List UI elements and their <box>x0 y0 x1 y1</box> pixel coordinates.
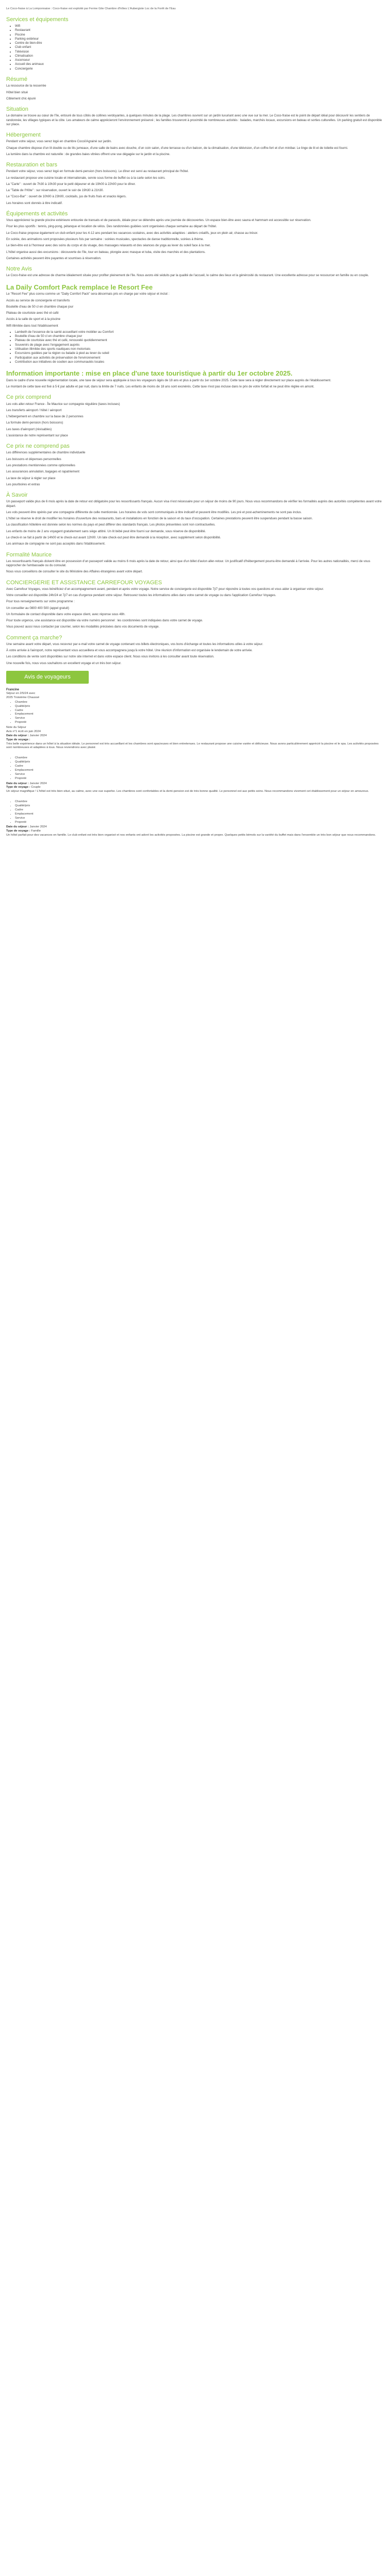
noncompris-title: Ce prix ne comprend pas <box>6 443 70 450</box>
loyalty-paragraph: Wifi illimitée dans tout l'établissement <box>6 324 58 328</box>
review-meta-line: Séjour en 2/5/24 avec <box>6 692 36 696</box>
review-type-label: Type de voyage : <box>6 738 30 741</box>
concierge-paragraph: Un conseiller au 0800 400 500 (appel gratuit) <box>6 606 69 610</box>
hebergement-paragraph: La lumière dans la chambre est naturelle : de grandes baies vitrées offrent une vue dégagée sur le jardin et la piscine. <box>6 152 170 156</box>
asavoir-title: À Savoir <box>6 492 28 499</box>
situation-text: Le domaine se trouve au cœur de l'île, entouré de tous côtés de collines verdoyantes, à quelques minutes de la plage. Les chambres ouvrent sur un jardin luxuriant avec une vue sur la mer. Le Coco-fraise est le point de départ idéal pour découvrir les sentiers de randonnée, les villages typiques et la côte. Les amateurs de calme apprécieront l'environnement préservé ; les familles trouveront à proximité de nombreuses activités : balades, marchés locaux, excursions en bateau et sorties culturelles. Un parking gratuit est disponible sur place. <box>6 114 382 126</box>
review-date-value: Janvier 2024 <box>29 782 47 785</box>
service-item: • Wifi <box>15 24 385 28</box>
rating-label: • Emplacement <box>15 713 385 717</box>
intro-text: Le Coco-fraise à La Lomponnaise : Coco-fraise est exploité par Ferme Gite Chambre d'hôtes L'Aubergiste Loc de la Forêt de l'Eau <box>6 7 176 10</box>
review-date <box>6 825 385 829</box>
rating-label: • Chambre <box>15 701 385 705</box>
review-date-label: Date du séjour : <box>6 734 29 737</box>
loyalty-item: • Utilisation illimitée des sports nautiques non motorisés <box>15 347 385 351</box>
loyalty-item: • Participation aux activités de préservation de l'environnement <box>15 356 385 360</box>
equipements-paragraph: Le Coco-fraise propose également un club enfant pour les 4-12 ans pendant les vacances scolaires, avec des activités adaptées : ateliers créatifs, jeux en plein air, chasse au trésor. <box>6 231 258 235</box>
equipements-paragraph: Pour les plus sportifs : tennis, ping-pong, pétanque et location de vélos. Des randonnées guidées sont organisées chaque semaine au départ de l'hôtel. <box>6 225 217 229</box>
service-item: • Centre de bien-être <box>15 41 385 45</box>
compris-line: L'assistance de notre représentant sur place <box>6 433 68 437</box>
service-item: • Ascenseur <box>15 58 385 62</box>
compris-line: Les transferts aéroport / hôtel / aéroport <box>6 408 62 412</box>
comment-paragraph: Une semaine avant votre départ, vous recevrez par e-mail votre carnet de voyage contenant vos billets électroniques, vos bons d'échange et toutes les informations utiles à votre séjour. <box>6 642 264 646</box>
loyalty-item: • Bouteille d'eau de 50 cl en chambre chaque jour <box>15 334 385 338</box>
equipements-paragraph: Certaines activités peuvent être payantes et soumises à réservation. <box>6 256 102 260</box>
rating-label: • Service <box>15 817 385 821</box>
rating-label: • Propreté <box>15 777 385 781</box>
resume-line: Ciblement chic épuré <box>6 96 36 100</box>
service-item: • Climatisation <box>15 54 385 58</box>
rating-label: • Qualité/prix <box>15 705 385 709</box>
resume-line: La ressource de la resserrée <box>6 84 46 88</box>
hebergement-paragraph: Chaque chambre dispose d'un lit double ou de lits jumeaux, d'une salle de bains avec douche, d'un coin salon, d'une terrasse ou d'un balcon, de la climatisation, d'une télévision, d'un coffre-fort et d'un minibar. Le linge de lit et de toilette est fourni. <box>6 146 348 150</box>
review-body: Un séjour magnifique ! L'hôtel est très bien situé, au calme, avec une vue superbe. Les chambres sont confortables et la demi-pension est de très bonne qualité. Le personnel est aux petits soins. Nous recommandons vivement cet établissement pour un séjour en amoureux. <box>6 790 369 793</box>
noncompris-line: Les prestations mentionnées comme optionnelles <box>6 463 75 467</box>
review-type <box>6 786 385 790</box>
restauration-paragraph: La "Table de l'Hôte" : sur réservation, ouvert le soir de 19h30 à 21h30. <box>6 189 104 193</box>
review-card <box>6 756 385 794</box>
comment-block <box>6 642 385 666</box>
concierge-paragraph: Avec Carrefour Voyages, vous bénéficiez d'un accompagnement avant, pendant et après votre voyage. Notre service de conciergerie est disponible 7j/7 pour répondre à toutes vos questions et vous aider à organiser votre séjour. <box>6 587 324 591</box>
service-item: • Conciergerie <box>15 67 385 71</box>
review-ratings <box>6 756 385 781</box>
noncompris-line: La taxe de séjour à régler sur place <box>6 476 56 480</box>
compris-line: Les taxes d'aéroport (révisables) <box>6 427 52 431</box>
restauration-paragraph: La "Carte" : ouvert de 7h30 à 10h30 pour le petit déjeuner et de 19h00 à 22h00 pour le dîner. <box>6 182 136 186</box>
asavoir-paragraph: Le check-in se fait à partir de 14h00 et le check-out avant 12h00. Un late check-out peut être demandé à la réception, avec supplément selon disponibilité. <box>6 535 221 539</box>
rating-label: • Service <box>15 717 385 721</box>
equipements-block <box>6 218 385 261</box>
loyalty-item: • Contribution aux initiatives de soutien aux communautés locales <box>15 360 385 364</box>
situation-title: Situation <box>6 106 28 113</box>
restauration-paragraph: Le restaurant propose une cuisine locale et internationale, servie sous forme de buffet ou à la carte selon les soirs. <box>6 176 166 180</box>
asavoir-paragraph: Les enfants de moins de 2 ans voyagent gratuitement sans siège attitré. Un lit bébé peut être fourni sur demande, sous réserve de disponibilité. <box>6 529 206 533</box>
loyalty-title: La Daily Comfort Pack remplace le Resort Fee <box>6 283 153 291</box>
restauration-paragraph: Le "Coco-Bar" : ouvert de 10h00 à 23h00, cocktails, jus de fruits frais et snacks légers. <box>6 195 127 199</box>
restauration-paragraph: Les horaires sont donnés à titre indicatif. <box>6 201 63 205</box>
restauration-title: Restauration et bars <box>6 162 58 168</box>
loyalty-paragraph: Accès au service de conciergerie et transferts <box>6 298 70 302</box>
rating-label: • Chambre <box>15 800 385 804</box>
review-date <box>6 782 385 786</box>
comment-title: Comment ça marche? <box>6 634 62 641</box>
noncompris-line: Les boissons et dépenses personnelles <box>6 457 61 461</box>
concierge-paragraph: Pour toute urgence, une assistance est disponible via votre numéro personnel : les coordonnées sont indiquées dans votre carnet de voyage. <box>6 619 203 623</box>
resume-block <box>6 84 385 101</box>
review-comment-label: Note du Séjour <box>6 726 26 730</box>
asavoir-paragraph: Les vols peuvent être opérés par une compagnie différente de celle mentionnée. Les horaires de vols sont communiqués à titre indicatif et peuvent être modifiés. Les pré et post-acheminements ne sont pas inclus. <box>6 510 302 514</box>
comment-paragraph: Une nouvelle fois, nous vous souhaitons un excellent voyage et un très bon séjour. <box>6 661 122 665</box>
review-type-value: Couple <box>31 786 41 789</box>
reviews-list <box>6 688 385 838</box>
review-author: Francine <box>6 688 20 691</box>
review-type-label: Type de voyage : <box>6 829 30 833</box>
rating-label: • Chambre <box>15 756 385 760</box>
loyalty-paragraph: Accès à la salle de sport et à la piscine <box>6 317 61 321</box>
info-paragraph: Le montant de cette taxe est fixé à 5 € par adulte et par nuit, dans la limite de 7 nuits. Les enfants de moins de 18 ans sont exonérés. Cette taxe n'est pas incluse dans le prix de votre forfait et ne peut être réglée en amont. <box>6 385 315 389</box>
rating-label: • Qualité/prix <box>15 804 385 808</box>
concierge-paragraph: Votre conseiller est disponible 24h/24 et 7j/7 en cas d'urgence pendant votre séjour. Retrouvez toutes les informations utiles dans votre carnet de voyage ou dans l'application Carrefour Voyages. <box>6 594 276 597</box>
review-type <box>6 829 385 834</box>
loyalty-block <box>6 292 385 328</box>
noncompris-line: Les différences supplémentaires de chambre individuelle <box>6 451 86 455</box>
equipements-paragraph: Le bien-être est à l'honneur avec des soins du corps et du visage, des massages relaxants et des séances de yoga au lever du soleil face à la mer. <box>6 244 211 248</box>
review-date-label: Date du séjour : <box>6 782 29 785</box>
compris-block <box>6 402 385 438</box>
service-item: • Parking extérieur <box>15 37 385 41</box>
rating-label: • Emplacement <box>15 812 385 817</box>
review-type-value: Famille <box>31 829 41 833</box>
rating-label: • Cadre <box>15 709 385 713</box>
restauration-block <box>6 170 385 206</box>
review-meta-line: 2025 Troisième Chaussé <box>6 696 40 699</box>
asavoir-paragraph: L'hôtel se réserve le droit de modifier les horaires d'ouverture des restaurants, bars et installations en fonction de la saison et du taux d'occupation. Certaines prestations peuvent être suspendues pendant la basse saison. <box>6 517 313 521</box>
review-body: Un hôtel parfait pour des vacances en famille. Le club enfant est très bien organisé et nos enfants ont adoré les activités proposées. La piscine est grande et propre. Quelques petits bémols sur la variété du buffet mais dans l'ensemble un très bon séjour que nous recommandons. <box>6 834 376 837</box>
review-date-value: Janvier 2024 <box>29 734 47 737</box>
formalite-block <box>6 560 385 574</box>
review-type-label: Type de voyage : <box>6 786 30 789</box>
rating-label: • Propreté <box>15 721 385 725</box>
concierge-paragraph: Vous pouvez aussi nous contacter par courrier, selon les modalités précisées dans vos documents de voyage. <box>6 625 160 629</box>
equipements-paragraph: Vous apprécierez la grande piscine extérieure entourée de transats et de parasols, idéale pour se détendre après une journée de découvertes. Un espace bien-être avec sauna et hammam est accessible sur réservation. <box>6 218 312 223</box>
formalite-paragraph: Nous vous conseillons de consulter le site du Ministère des Affaires étrangères avant votre départ. <box>6 570 143 574</box>
loyalty-paragraph: Plateau de courtoisie avec thé et café <box>6 311 59 315</box>
loyalty-list <box>6 330 385 364</box>
asavoir-block <box>6 500 385 546</box>
service-item: • Télévision <box>15 50 385 54</box>
compris-line: Les vols aller-retour France - Île Maurice sur compagnie régulière (taxes incluses) <box>6 402 120 406</box>
services-list <box>6 24 385 71</box>
equipements-paragraph: En soirée, des animations sont proposées plusieurs fois par semaine : soirées musicales, spectacles de danse traditionnelle, soirées à thème. <box>6 238 204 242</box>
notre-avis-title: Notre Avis <box>6 266 32 273</box>
resume-title: Résumé <box>6 76 27 83</box>
service-item: • Accueil des animaux <box>15 62 385 66</box>
service-item: • Club enfant <box>15 45 385 49</box>
loyalty-item: • Lambeth de l'essence de la santé accueillant votre mobilier au Comfort <box>15 330 385 334</box>
reviews-header: Avis de voyageurs <box>6 671 89 684</box>
review-ratings <box>6 800 385 824</box>
hebergement-paragraph: Pendant votre séjour, vous serez logé en chambre Cocoï/Agrainé sur jardin. <box>6 140 112 144</box>
comment-paragraph: À votre arrivée à l'aéroport, notre représentant vous accueillera et vous accompagnera jusqu'à votre hôtel. Une réunion d'information est organisée le lendemain de votre arrivée. <box>6 649 253 653</box>
service-item: • Piscine <box>15 33 385 37</box>
resume-line: Hôtel bien situé <box>6 90 28 94</box>
comment-paragraph: Les conditions de vente sont disponibles sur notre site internet et dans votre espace client. Nous vous invitons à les consulter avant toute réservation. <box>6 655 215 659</box>
rating-label: • Qualité/prix <box>15 760 385 765</box>
notre-avis-paragraph: Le Coco-fraise est une adresse de charme idéalement située pour profiter pleinement de l'île. Nous avons été séduits par la qualité de l'accueil, le calme des lieux et la générosité du restaurant. Une excellente adresse pour se ressourcer en famille ou en couple. <box>6 274 369 278</box>
review-body: Très belle expérience dans un hôtel à la situation idéale. Le personnel est très accueillant et les chambres sont spacieuses et bien entretenues. Le restaurant propose une cuisine variée et délicieuse. Nous avons particulièrement apprécié la piscine et le spa. Les activités proposées sont nombreuses et adaptées à tous. Nous reviendrons avec plaisir. <box>6 742 379 750</box>
review-ratings <box>6 701 385 725</box>
rating-label: • Cadre <box>15 808 385 812</box>
formalite-paragraph: Les ressortissants français doivent être en possession d'un passeport valide au moins 6 mois après la date de retour, ainsi que d'un billet d'avion aller-retour. Un justificatif d'hébergement pourra être demandé à l'arrivée. Pour les autres nationalités, merci de vous rapprocher de l'ambassade ou du consulat. <box>6 559 370 567</box>
compris-line: L'hébergement en chambre sur la base de 2 personnes <box>6 415 84 419</box>
loyalty-item: • Excursions guidées par la région ou balade à pied au lever du soleil <box>15 351 385 355</box>
rating-label: • Service <box>15 773 385 777</box>
info-block <box>6 379 385 389</box>
formalite-title: Formalité Maurice <box>6 551 52 558</box>
review-card <box>6 688 385 750</box>
equipements-paragraph: L'hôtel organise aussi des excursions : découverte de l'île, tour en bateau, plongée avec masque et tuba, visite des marchés et des plantations. <box>6 250 206 254</box>
rating-label: • Emplacement <box>15 769 385 773</box>
notre-avis-block <box>6 274 385 278</box>
page <box>0 0 391 849</box>
review-type <box>6 738 385 742</box>
review-card <box>6 800 385 838</box>
loyalty-item: • Plateau de courtoisie avec thé et café, renouvelé quotidiennement <box>15 338 385 343</box>
rating-label: • Cadre <box>15 765 385 769</box>
restauration-paragraph: Pendant votre séjour, vous serez logé en formule demi-pension (hors boissons). Le dîner est servi au restaurant principal de l'hôtel. <box>6 170 189 174</box>
concierge-block <box>6 587 385 630</box>
hebergement-title: Hébergement <box>6 132 41 139</box>
equipements-title: Équipements et activités <box>6 211 68 217</box>
noncompris-block <box>6 451 385 487</box>
review-extra: Avis n°1 écrit en juin 2024 <box>6 730 41 733</box>
concierge-paragraph: Pour tous renseignements sur votre programme : <box>6 600 75 604</box>
compris-title: Ce prix comprend <box>6 394 51 401</box>
loyalty-paragraph: Bouteille d'eau de 50 cl en chambre chaque jour <box>6 304 74 309</box>
review-date-value: Janvier 2024 <box>29 825 47 829</box>
hebergement-block <box>6 140 385 157</box>
info-paragraph: Dans le cadre d'une nouvelle réglementation locale, une taxe de séjour sera appliquée à tous les voyageurs âgés de 18 ans et plus à partir du 1er octobre 2025. Cette taxe sera à régler directement sur place auprès de l'établissement. <box>6 378 332 382</box>
noncompris-line: Les pourboires et extras <box>6 482 40 486</box>
review-date <box>6 734 385 738</box>
asavoir-paragraph: Un passeport valide plus de 6 mois après la date de retour est obligatoire pour les ressortissants français. Aucun visa n'est nécessaire pour un séjour de moins de 90 jours. Nous vous recommandons de vérifier les formalités auprès des autorités compétentes avant votre départ. <box>6 500 382 508</box>
services-title: Services et équipements <box>6 16 69 23</box>
concierge-title: CONCIERGERIE ET ASSISTANCE CARREFOUR VOYAGES <box>6 579 162 586</box>
compris-line: La formule demi-pension (hors boissons) <box>6 421 63 425</box>
review-date-label: Date du séjour : <box>6 825 29 829</box>
asavoir-paragraph: La classification hôtelière est donnée selon les normes du pays et peut différer des standards français. Les photos présentées sont non contractuelles. <box>6 523 216 527</box>
noncompris-line: Les assurances annulation, bagages et rapatriement <box>6 470 79 474</box>
rating-label: • Propreté <box>15 821 385 825</box>
concierge-paragraph: Un formulaire de contact disponible dans votre espace client, avec réponse sous 48h. <box>6 612 126 616</box>
info-title: Information importante : mise en place d'une taxe touristique à partir du 1er octobre 2025. <box>6 369 292 378</box>
loyalty-paragraph: Le "Resort Fee" plus connu comme un "Daily Comfort Pack" sera désormais pris en charge par votre séjour et inclut : <box>6 292 170 296</box>
loyalty-item: • Souvenirs de plage avec l'engagement auprès <box>15 343 385 347</box>
service-item: • Restaurant <box>15 28 385 32</box>
asavoir-paragraph: Les animaux de compagnie ne sont pas acceptés dans l'établissement. <box>6 542 106 546</box>
